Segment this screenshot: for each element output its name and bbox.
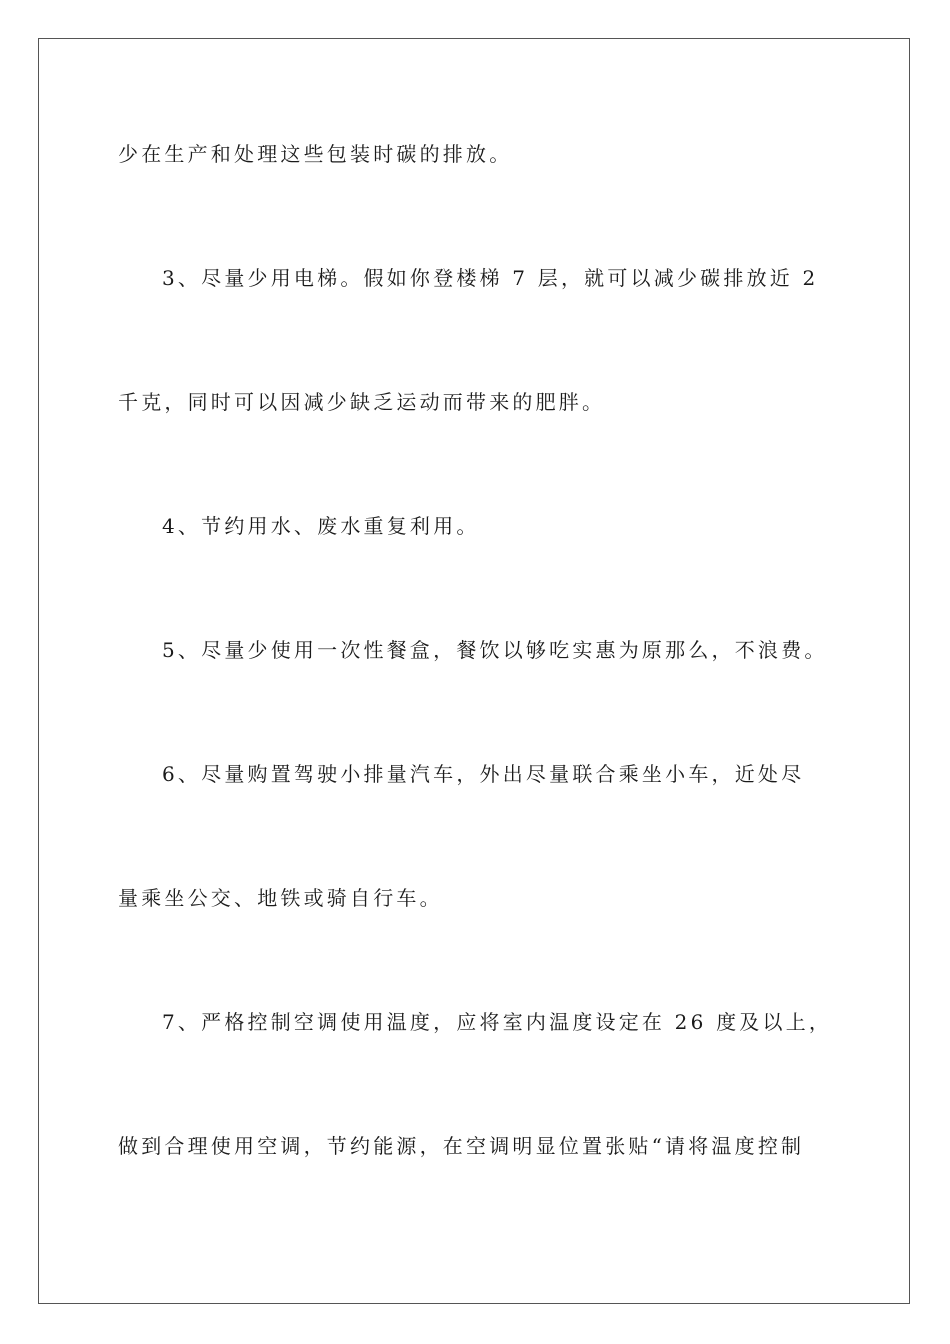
text-line-item-6: 6、尽量购置驾驶小排量汽车，外出尽量联合乘坐小车，近处尽 <box>162 762 805 786</box>
text-line-item-3: 3、尽量少用电梯。假如你登楼梯 7 层，就可以减少碳排放近 2 <box>162 266 819 290</box>
page-border <box>38 38 910 1304</box>
text-line-item-7: 7、严格控制空调使用温度，应将室内温度设定在 26 度及以上， <box>162 1010 833 1034</box>
text-line-1: 少在生产和处理这些包装时碳的排放。 <box>118 142 513 166</box>
text-line-3: 千克，同时可以因减少缺乏运动而带来的肥胖。 <box>118 390 606 414</box>
text-line-item-5: 5、尽量少使用一次性餐盒，餐饮以够吃实惠为原那么，不浪费。 <box>162 638 828 662</box>
text-line-7: 量乘坐公交、地铁或骑自行车。 <box>118 886 443 910</box>
text-line-item-4: 4、节约用水、废水重复利用。 <box>162 514 480 538</box>
text-line-9: 做到合理使用空调，节约能源，在空调明显位置张贴“请将温度控制 <box>118 1134 805 1158</box>
